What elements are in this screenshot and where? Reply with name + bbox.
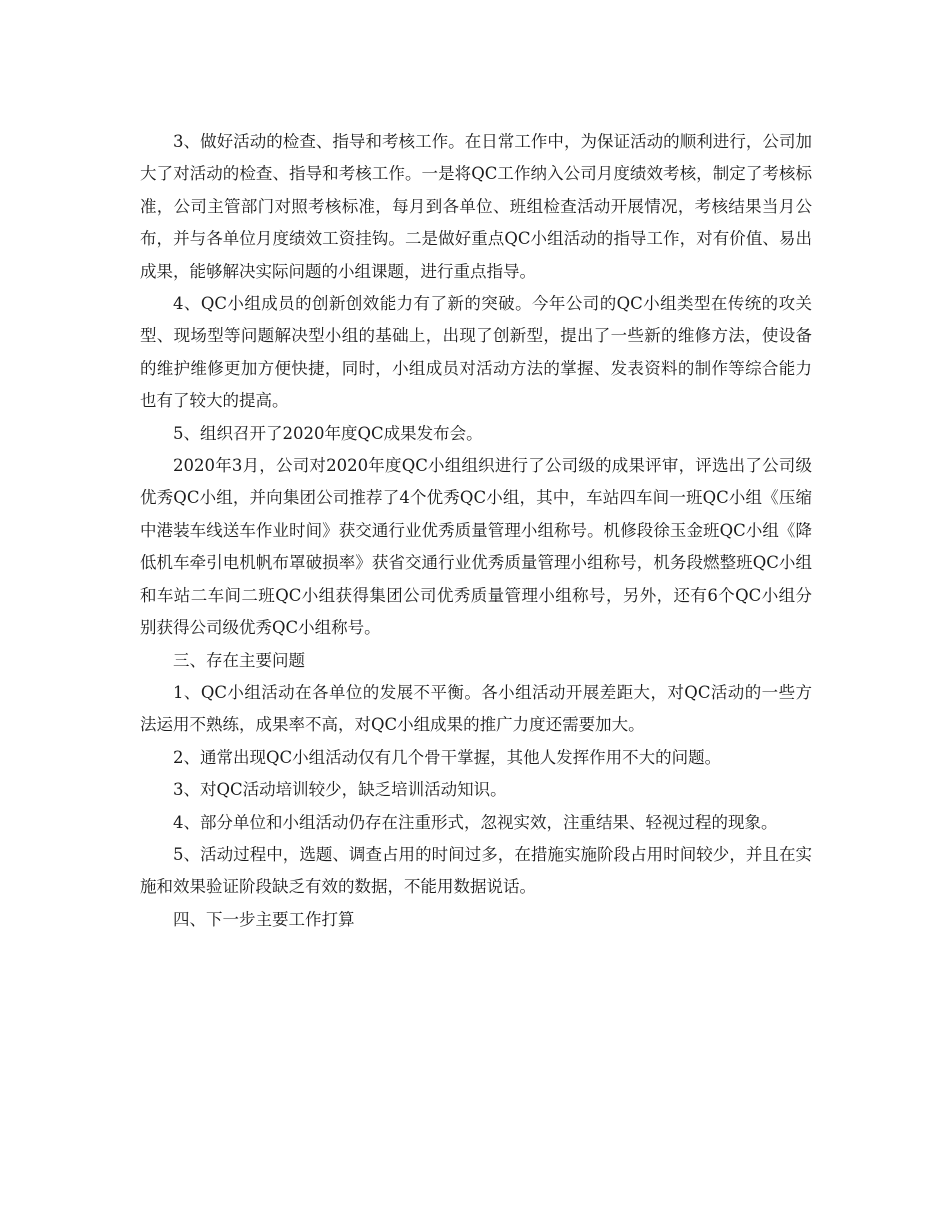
- section-heading-problems: 三、存在主要问题: [173, 650, 305, 670]
- paragraph-problem-imbalance: 1、QC小组活动在各单位的发展不平衡。各小组活动开展差距大，对QC活动的一些方法运用不熟练，成果率不高，对QC小组成果的推广力度还需要加大。: [140, 682, 812, 735]
- paragraph-problem-training: 3、对QC活动培训较少，缺乏培训活动知识。: [173, 780, 507, 800]
- section-heading-next-steps: 四、下一步主要工作打算: [173, 909, 355, 929]
- paragraph-problem-backbone: 2、通常出现QC小组活动仅有几个骨干掌握，其他人发挥作用不大的问题。: [173, 747, 722, 767]
- paragraph-problem-data: 5、活动过程中，选题、调查占用的时间过多，在措施实施阶段占用时间较少，并且在实施和效果验证阶段缺乏有效的数据，不能用数据说话。: [140, 844, 812, 897]
- paragraph-evaluation-results: 2020年3月，公司对2020年度QC小组组织进行了公司级的成果评审，评选出了公司级优秀QC小组，并向集团公司推荐了4个优秀QC小组，其中，车站四车间一班QC小组《压缩中港装车线送车作业时间》获交通行业优秀质量管理小组称号。机修段徐玉金班QC小组《降低机车牵引电机帆布罩破损率》获省交通行业优秀质量管理小组称号，机务段燃整班QC小组和车站二车间二班QC小组获得集团公司优秀质量管理小组称号，另外，还有6个QC小组分别获得公司级优秀QC小组称号。: [140, 456, 812, 638]
- paragraph-problem-formality: 4、部分单位和小组活动仍存在注重形式，忽视实效，注重结果、轻视过程的现象。: [173, 812, 778, 832]
- paragraph-results-conference: 5、组织召开了2020年度QC成果发布会。: [173, 423, 483, 443]
- document-body: [140, 126, 812, 936]
- paragraph-inspection-guidance: 3、做好活动的检查、指导和考核工作。在日常工作中，为保证活动的顺利进行，公司加大了对活动的检查、指导和考核工作。一是将QC工作纳入公司月度绩效考核，制定了考核标准，公司主管部门对照考核标准，每月到各单位、班组检查活动开展情况，考核结果当月公布，并与各单位月度绩效工资挂钩。二是做好重点QC小组活动的指导工作，对有价值、易出成果，能够解决实际问题的小组课题，进行重点指导。: [140, 132, 812, 281]
- paragraph-innovation-breakthrough: 4、QC小组成员的创新创效能力有了新的突破。今年公司的QC小组类型在传统的攻关型、现场型等问题解决型小组的基础上，出现了创新型，提出了一些新的维修方法，使设备的维护维修更加方便快捷，同时，小组成员对活动方法的掌握、发表资料的制作等综合能力也有了较大的提高。: [140, 294, 812, 411]
